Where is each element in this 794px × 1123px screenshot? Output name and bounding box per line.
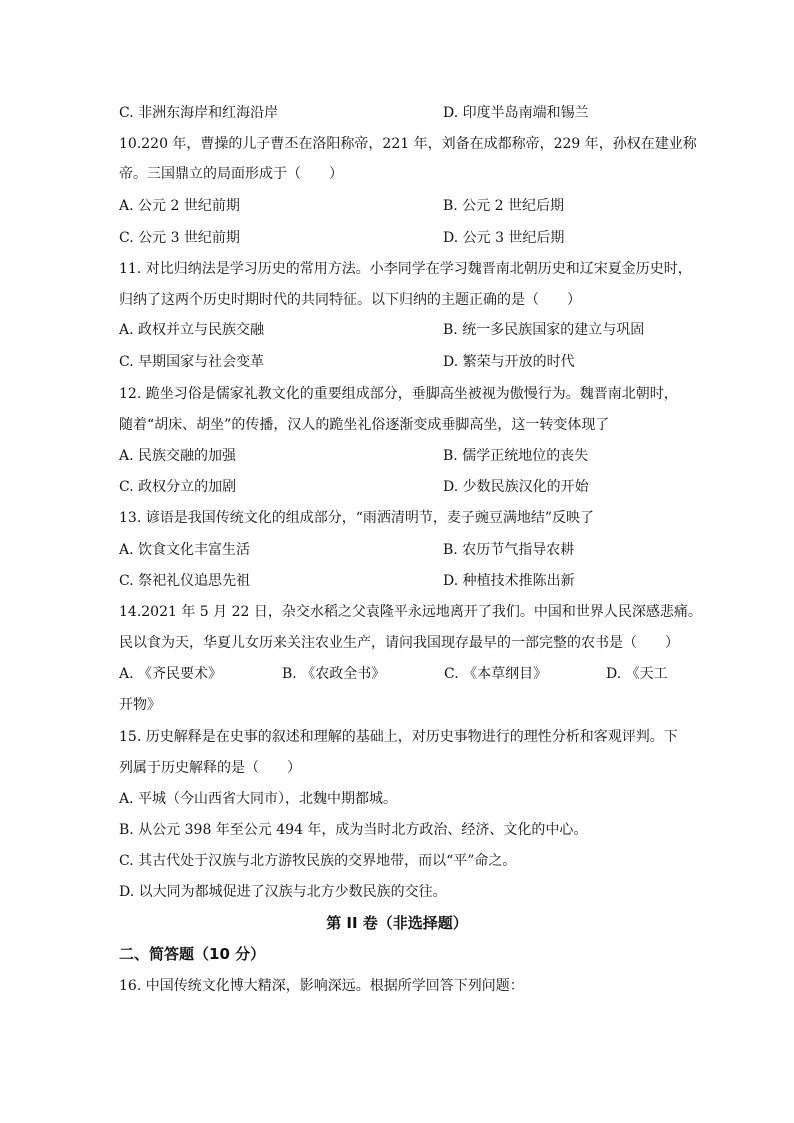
q13-option-b: B. 农历节气指导农耕 xyxy=(443,542,575,558)
q14-stem-line2: 民以食为天，华夏儿女历来关注农业生产，请问我国现存最早的一部完整的农书是（ ） xyxy=(119,635,679,651)
q11-option-a: A. 政权并立与民族交融 xyxy=(119,322,265,338)
q12-stem-line1: 12. 跪坐习俗是儒家礼教文化的重要组成部分，垂脚高坐被视为傲慢行为。魏晋南北朝时， xyxy=(119,386,678,402)
q10-option-a: A. 公元 2 世纪前期 xyxy=(119,198,240,214)
q14-option-c: C. 《本草纲目》 xyxy=(444,666,548,682)
q13-stem-line1: 13. 谚语是我国传统文化的组成部分，“雨洒清明节，麦子豌豆满地结”反映了 xyxy=(119,510,595,526)
q10-option-c: C. 公元 3 世纪前期 xyxy=(119,230,240,246)
q11-stem-line1: 11. 对比归纳法是学习历史的常用方法。小李同学在学习魏晋南北朝历史和辽宋夏金历史时， xyxy=(119,261,692,277)
part-heading: 二、简答题（10 分） xyxy=(119,945,266,963)
section-title: 第 II 卷（非选择题） xyxy=(326,914,468,932)
q12-stem-line2: 随着“胡床、胡坐”的传播，汉人的跪坐礼俗逐渐变成垂脚高坐，这一转变体现了 xyxy=(119,417,610,433)
q10-option-d: D. 公元 3 世纪后期 xyxy=(443,230,565,246)
q9-option-c: C. 非洲东海岸和红海沿岸 xyxy=(119,105,279,121)
q15-option-d: D. 以大同为都城促进了汉族与北方少数民族的交往。 xyxy=(119,884,447,900)
q12-option-c: C. 政权分立的加剧 xyxy=(119,479,237,495)
q10-option-b: B. 公元 2 世纪后期 xyxy=(443,198,564,214)
q14-option-a: A. 《齐民要术》 xyxy=(119,666,223,682)
q16-stem-line1: 16. 中国传统文化博大精深，影响深远。根据所学回答下列问题： xyxy=(119,978,524,994)
q13-option-a: A. 饮食文化丰富生活 xyxy=(119,542,251,558)
q15-option-b: B. 从公元 398 年至公元 494 年，成为当时北方政治、经济、文化的中心。 xyxy=(119,822,588,838)
q15-option-a: A. 平城（今山西省大同市），北魏中期都城。 xyxy=(119,791,398,807)
q12-option-d: D. 少数民族汉化的开始 xyxy=(443,479,589,495)
q11-option-d: D. 繁荣与开放的时代 xyxy=(443,354,575,370)
q14-option-d-continued: 开物》 xyxy=(119,697,161,713)
q15-stem-line2: 列属于历史解释的是（ ） xyxy=(119,760,301,776)
q10-stem-line1: 10.220 年，曹操的儿子曹丕在洛阳称帝，221 年，刘备在成都称帝，229 年，孙权在建业称 xyxy=(119,136,697,152)
q14-option-d: D. 《天工 xyxy=(606,666,668,682)
q14-option-b: B. 《农政全书》 xyxy=(282,666,386,682)
q12-option-a: A. 民族交融的加强 xyxy=(119,448,237,464)
q11-stem-line2: 归纳了这两个历史时期时代的共同特征。以下归纳的主题正确的是（ ） xyxy=(119,292,581,308)
q10-stem-line2: 帝。三国鼎立的局面形成于（ ） xyxy=(119,166,343,182)
q9-option-d: D. 印度半岛南端和锡兰 xyxy=(443,105,589,121)
q14-stem-line1: 14.2021 年 5 月 22 日，杂交水稻之父袁隆平永远地离开了我们。中国和世界人民深感悲痛。 xyxy=(119,604,702,620)
q13-option-d: D. 种植技术推陈出新 xyxy=(443,573,575,589)
q12-option-b: B. 儒学正统地位的丧失 xyxy=(443,448,589,464)
q13-option-c: C. 祭祀礼仪追思先祖 xyxy=(119,573,251,589)
q11-option-c: C. 早期国家与社会变革 xyxy=(119,354,265,370)
q15-option-c: C. 其古代处于汉族与北方游牧民族的交界地带，而以“平”命之。 xyxy=(119,853,517,869)
q15-stem-line1: 15. 历史解释是在史事的叙述和理解的基础上，对历史事物进行的理性分析和客观评判。下 xyxy=(119,729,678,745)
q11-option-b: B. 统一多民族国家的建立与巩固 xyxy=(443,322,645,338)
